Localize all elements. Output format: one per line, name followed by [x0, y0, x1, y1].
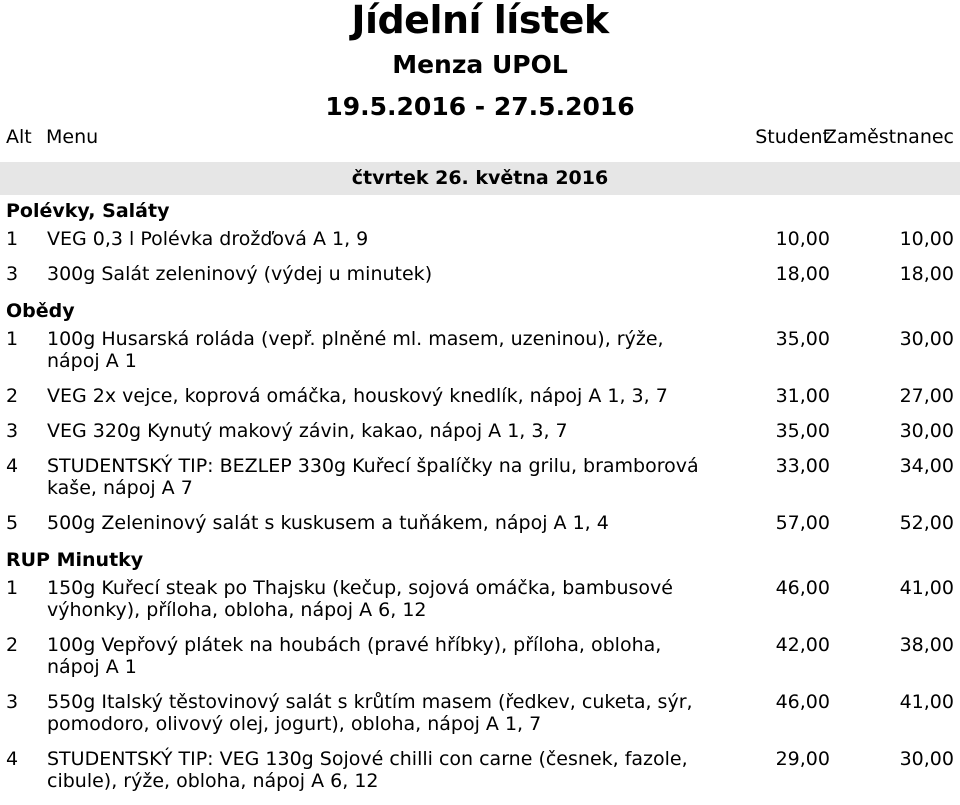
item-price-student: 10,00 [775, 228, 830, 250]
item-description: VEG 2x vejce, koprová omáčka, houskový knedlík, nápoj A 1, 3, 7 [47, 385, 668, 407]
item-alt: 3 [6, 691, 19, 713]
item-price-staff: 10,00 [899, 228, 954, 250]
item-description: 100g Vepřový plátek na houbách (pravé hříbky), příloha, obloha, nápoj A 1 [47, 634, 662, 678]
item-price-student: 35,00 [775, 328, 830, 350]
date-range: 19.5.2016 - 27.5.2016 [325, 92, 635, 121]
item-price-student: 57,00 [775, 512, 830, 534]
item-description: 300g Salát zeleninový (výdej u minutek) [47, 263, 433, 285]
menu-item [0, 577, 960, 621]
item-price-staff: 38,00 [899, 634, 954, 656]
item-price-staff: 52,00 [899, 512, 954, 534]
item-price-staff: 41,00 [899, 577, 954, 599]
item-alt: 1 [6, 228, 19, 250]
item-price-student: 18,00 [775, 263, 830, 285]
item-description: STUDENTSKÝ TIP: VEG 130g Sojové chilli con carne (česnek, fazole, cibule), rýže, obloha, nápoj A 6, 12 [47, 748, 688, 792]
menu-item [0, 634, 960, 678]
item-price-student: 33,00 [775, 455, 830, 477]
item-alt: 1 [6, 577, 19, 599]
item-description: 500g Zeleninový salát s kuskusem a tuňákem, nápoj A 1, 4 [47, 512, 609, 534]
day-heading: čtvrtek 26. května 2016 [0, 162, 960, 195]
menu-item [0, 420, 960, 442]
menu-item [0, 691, 960, 735]
item-alt: 5 [6, 512, 19, 534]
menu-item [0, 328, 960, 372]
item-price-student: 29,00 [775, 748, 830, 770]
menu-item [0, 263, 960, 285]
menu-list [0, 198, 960, 805]
item-price-student: 46,00 [775, 691, 830, 713]
column-header-menu: Menu [46, 126, 99, 148]
item-price-student: 35,00 [775, 420, 830, 442]
item-price-staff: 41,00 [899, 691, 954, 713]
item-price-staff: 30,00 [899, 420, 954, 442]
venue-name: Menza UPOL [392, 50, 568, 79]
item-alt: 3 [6, 263, 19, 285]
item-alt: 1 [6, 328, 19, 350]
column-header-student: Student [755, 126, 830, 148]
item-price-staff: 30,00 [899, 328, 954, 350]
item-price-student: 46,00 [775, 577, 830, 599]
item-description: 550g Italský těstovinový salát s krůtím masem (ředkev, cuketa, sýr, pomodoro, olivový olej, jogurt), obloha, nápoj A 1, 7 [47, 691, 693, 735]
item-description: 100g Husarská roláda (vepř. plněné ml. masem, uzeninou), rýže, nápoj A 1 [47, 328, 664, 372]
item-description: 150g Kuřecí steak po Thajsku (kečup, sojová omáčka, bambusové výhonky), příloha, obloha, nápoj A 6, 12 [47, 577, 673, 621]
menu-item [0, 455, 960, 499]
item-alt: 2 [6, 634, 19, 656]
item-description: STUDENTSKÝ TIP: BEZLEP 330g Kuřecí špalíčky na grilu, bramborová kaše, nápoj A 7 [47, 455, 699, 499]
menu-item [0, 385, 960, 407]
section-title-rup-minutky: RUP Minutky [6, 549, 144, 571]
menu-item [0, 228, 960, 250]
item-price-staff: 18,00 [899, 263, 954, 285]
section-title-soups-salads: Polévky, Saláty [6, 200, 170, 222]
item-description: VEG 320g Kynutý makový závin, kakao, nápoj A 1, 3, 7 [47, 420, 568, 442]
item-description: VEG 0,3 l Polévka drožďová A 1, 9 [47, 228, 369, 250]
section-title-lunches: Obědy [6, 300, 75, 322]
item-price-staff: 30,00 [899, 748, 954, 770]
item-alt: 2 [6, 385, 19, 407]
item-price-student: 31,00 [775, 385, 830, 407]
item-alt: 4 [6, 748, 19, 770]
item-price-staff: 27,00 [899, 385, 954, 407]
menu-item [0, 512, 960, 534]
item-price-staff: 34,00 [899, 455, 954, 477]
column-header-row [0, 122, 960, 152]
page-title: Jídelní lístek [351, 0, 609, 42]
item-price-student: 42,00 [775, 634, 830, 656]
menu-item [0, 748, 960, 792]
column-header-staff: Zaměstnanec [823, 126, 954, 148]
item-alt: 4 [6, 455, 19, 477]
item-alt: 3 [6, 420, 19, 442]
column-header-alt: Alt [6, 126, 32, 148]
